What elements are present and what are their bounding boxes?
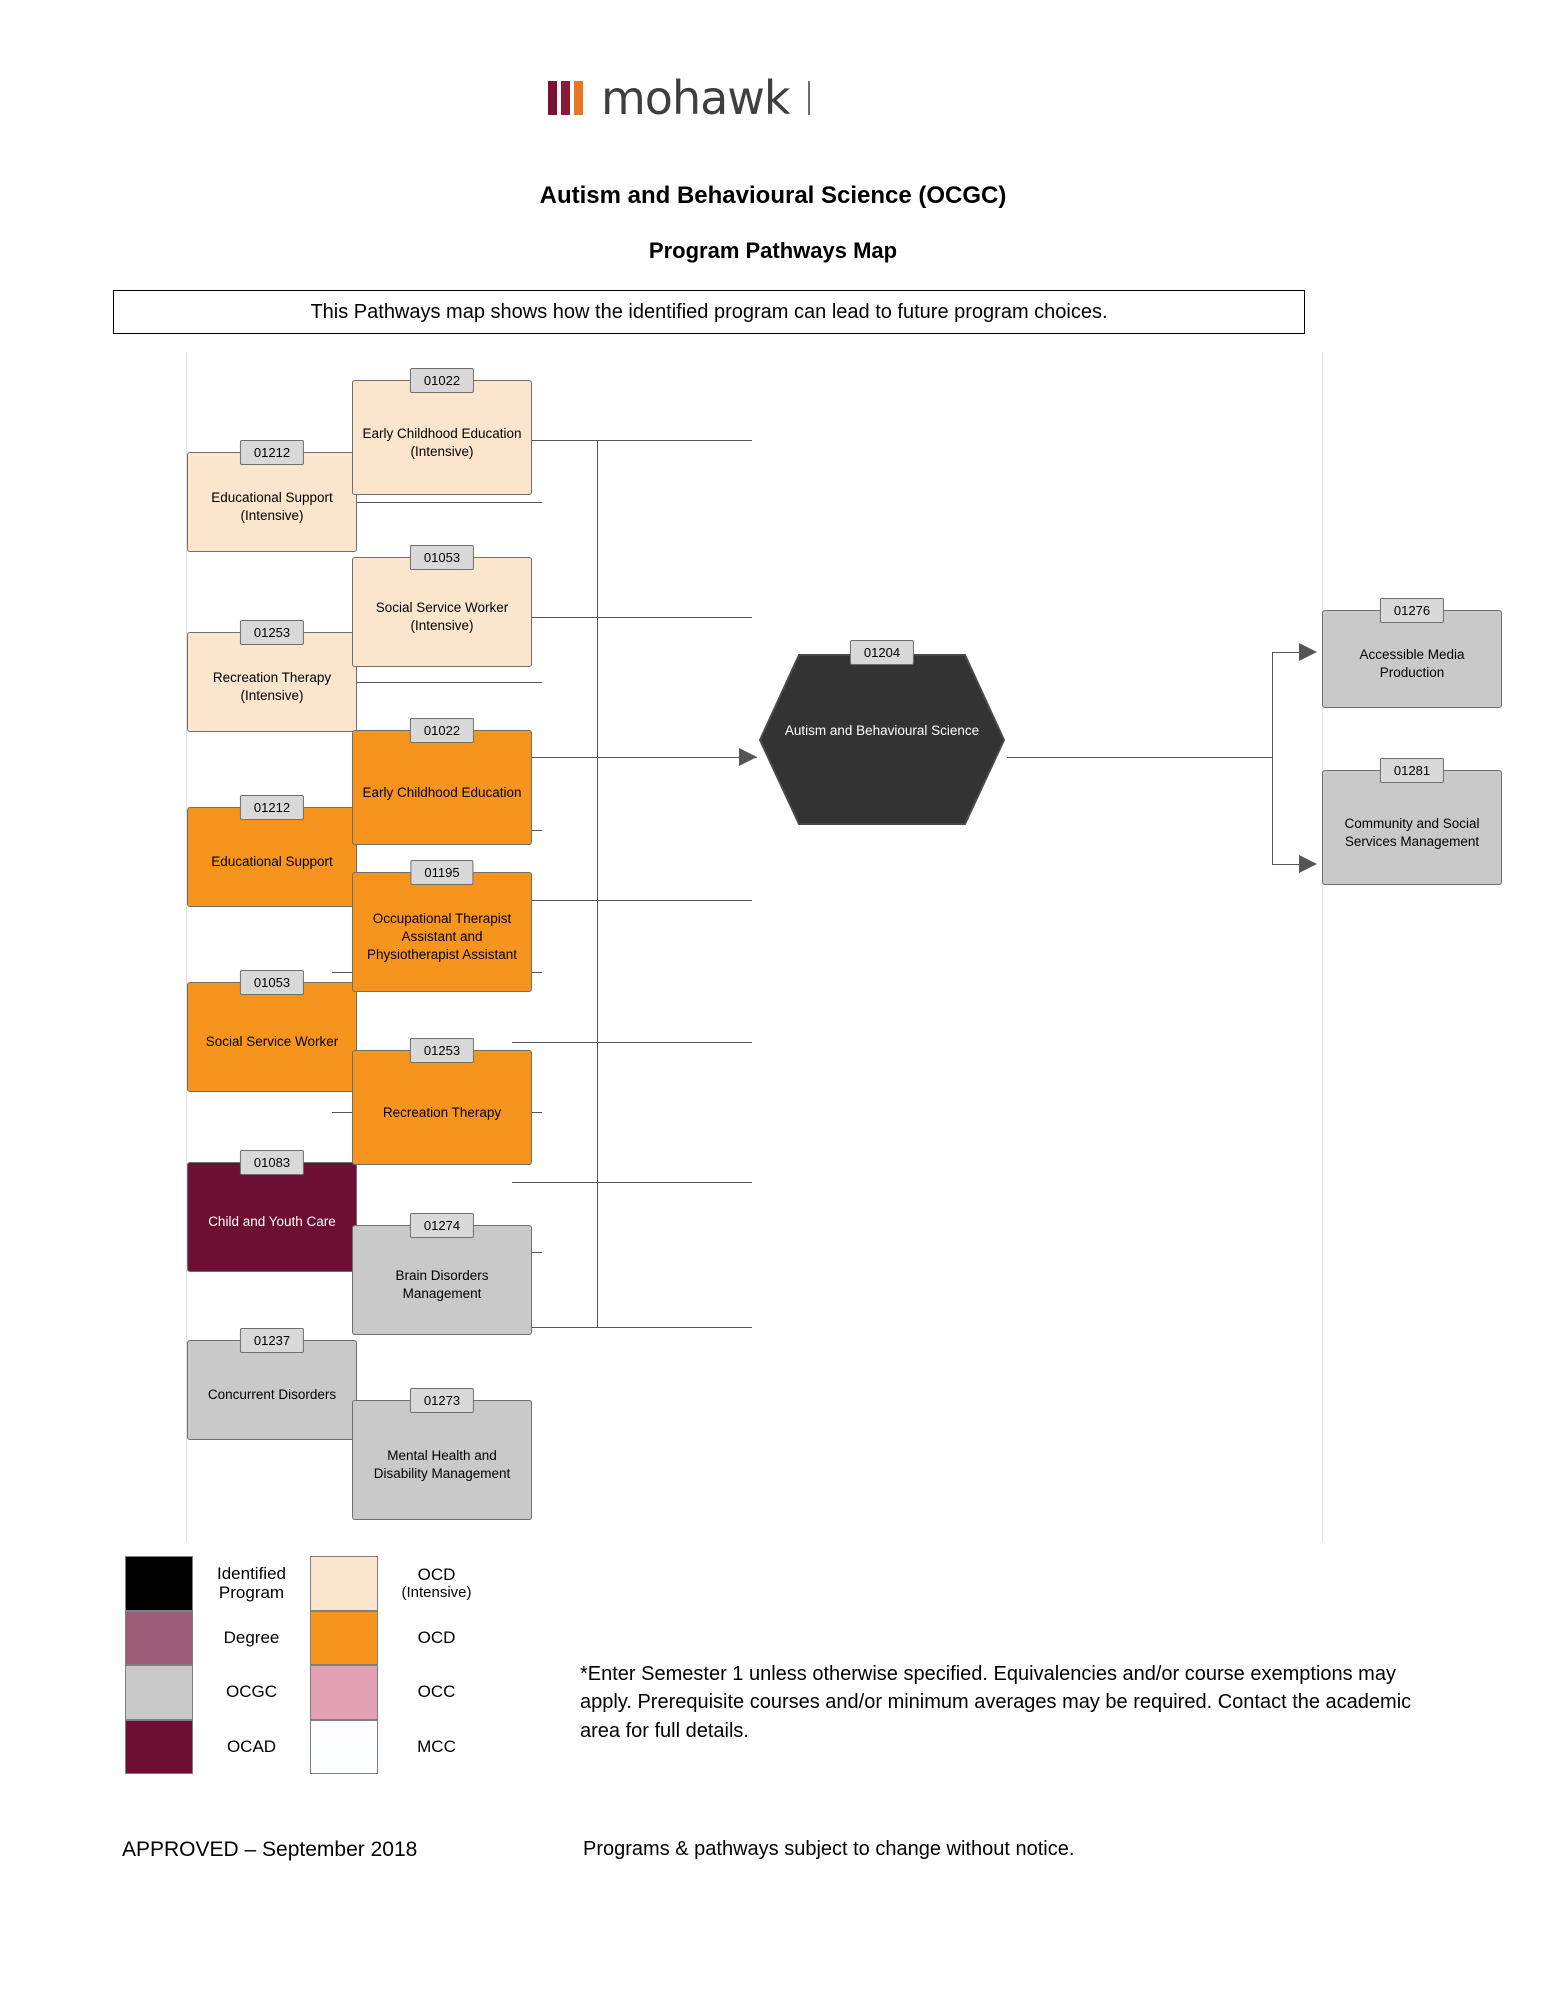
program-node-recreation-therapy-intensive[interactable] [187,625,357,732]
connector [512,900,752,901]
program-code: 01281 [1380,758,1444,783]
legend-swatch-identified-program [125,1556,193,1611]
program-node-early-childhood-education[interactable] [352,723,532,845]
pathways-banner: This Pathways map shows how the identified program can lead to future program choices. [113,290,1305,334]
legend-swatch-occ [310,1665,378,1720]
program-node-concurrent-disorders[interactable] [187,1333,357,1440]
legend [125,1556,495,1774]
program-label: Recreation Therapy (Intensive) [212,670,332,703]
program-label: Mental Health and Disability Management [373,1448,511,1481]
connector [512,440,752,441]
legend-swatch-ocgc [125,1665,193,1720]
legend-swatch-mcc [310,1720,378,1775]
program-label: Accessible Media Production [1359,647,1465,680]
page-subtitle: Program Pathways Map [648,238,898,263]
connector-out [1007,757,1272,758]
legend-label: OCAD [226,1736,277,1756]
legend-item [310,1720,495,1775]
legend-label: OCD [417,1627,456,1647]
program-label: Brain Disorders Management [395,1268,489,1301]
program-label: Concurrent Disorders [207,1387,337,1403]
program-label: Occupational Therapist Assistant and Physiotherapist Assistant [366,911,518,962]
legend-swatch-ocd [310,1611,378,1666]
program-label: Educational Support (Intensive) [211,490,333,523]
approved-date: APPROVED – September 2018 [122,1838,418,1861]
program-code: 01195 [410,860,473,885]
legend-sublabel: (Intensive) [401,1584,472,1602]
legend-column-right [310,1556,495,1774]
mohawk-logo [548,71,998,125]
connector-trunk [597,440,598,1327]
program-label: Community and Social Services Management [1344,815,1480,849]
legend-item [125,1611,310,1666]
program-label: Early Childhood Education (Intensive) [362,425,522,459]
connector [512,1327,752,1328]
center-program-label: Autism and Behavioural Science [784,723,980,738]
program-code: 01253 [410,1038,474,1063]
program-node-educational-support[interactable] [187,800,357,907]
legend-item [125,1720,310,1775]
legend-swatch-degree [125,1611,193,1666]
legend-label: OCC [417,1682,456,1702]
page-title: Autism and Behavioural Science (OCGC) [539,182,1007,209]
legend-label: Identified Program [217,1563,286,1603]
legend-item [310,1665,495,1720]
program-node-recreation-therapy[interactable] [352,1043,532,1165]
legend-label: OCD [417,1564,456,1584]
program-node-ota-pta[interactable] [352,865,532,992]
program-label: Educational Support [211,854,333,870]
program-node-brain-disorders-management[interactable] [352,1218,532,1335]
program-code: 01022 [410,718,474,743]
program-node-mental-health-disability-management[interactable] [352,1393,532,1520]
program-node-social-service-worker[interactable] [187,975,357,1092]
program-code: 01274 [410,1213,474,1238]
connector [512,1042,752,1043]
program-code: 01273 [410,1388,474,1413]
program-label: Social Service Worker (Intensive) [375,600,509,633]
logo-divider [792,81,810,115]
connector-out [1272,652,1273,864]
program-node-social-service-worker-intensive[interactable] [352,550,532,667]
connector [512,1182,752,1183]
legend-swatch-ocad [125,1720,193,1775]
program-code: 01022 [410,368,474,393]
arrow-out-top-icon [1299,643,1323,661]
legend-item [310,1556,495,1611]
center-program-code: 01204 [850,640,914,665]
program-node-child-and-youth-care[interactable] [187,1155,357,1272]
legend-item [125,1665,310,1720]
center-program-node [757,645,1007,827]
legend-label: Degree [223,1627,280,1647]
footnote: *Enter Semester 1 unless otherwise specified. Equivalencies and/or course exemptions may apply. Prerequisite courses and/or minimum averages may be required. Contact the academic area for full details. [580,1663,1412,1742]
connector-to-center [597,757,757,758]
program-label: Child and Youth Care [208,1214,336,1230]
program-code: 01253 [240,620,304,645]
logo-bars-icon [548,81,587,115]
legend-column-left [125,1556,310,1774]
legend-label: MCC [417,1736,456,1756]
legend-item [125,1556,310,1611]
program-code: 01053 [240,970,304,995]
program-label: Recreation Therapy [382,1104,502,1120]
program-code: 01212 [240,440,304,465]
logo-wordmark: mohawk [601,71,790,125]
program-code: 01053 [410,545,474,570]
subject-to-change-note: Programs & pathways subject to change without notice. [583,1838,1075,1860]
program-code: 01237 [240,1328,304,1353]
program-node-accessible-media-production[interactable] [1322,603,1502,708]
program-code: 01276 [1380,598,1444,623]
connector [332,502,542,503]
program-code: 01212 [240,795,304,820]
program-node-educational-support-intensive[interactable] [187,445,357,552]
arrow-out-bottom-icon [1299,855,1323,873]
connector [512,617,752,618]
legend-swatch-ocd-intensive [310,1556,378,1611]
legend-item [310,1611,495,1666]
program-node-early-childhood-education-intensive[interactable] [352,373,532,495]
program-label: Social Service Worker [205,1034,339,1050]
program-code: 01083 [240,1150,304,1175]
program-label: Early Childhood Education [362,784,522,800]
program-node-community-social-services-management[interactable] [1322,763,1502,885]
connector [332,682,542,683]
pathways-diagram [186,352,1480,1542]
legend-label: OCGC [226,1682,277,1702]
